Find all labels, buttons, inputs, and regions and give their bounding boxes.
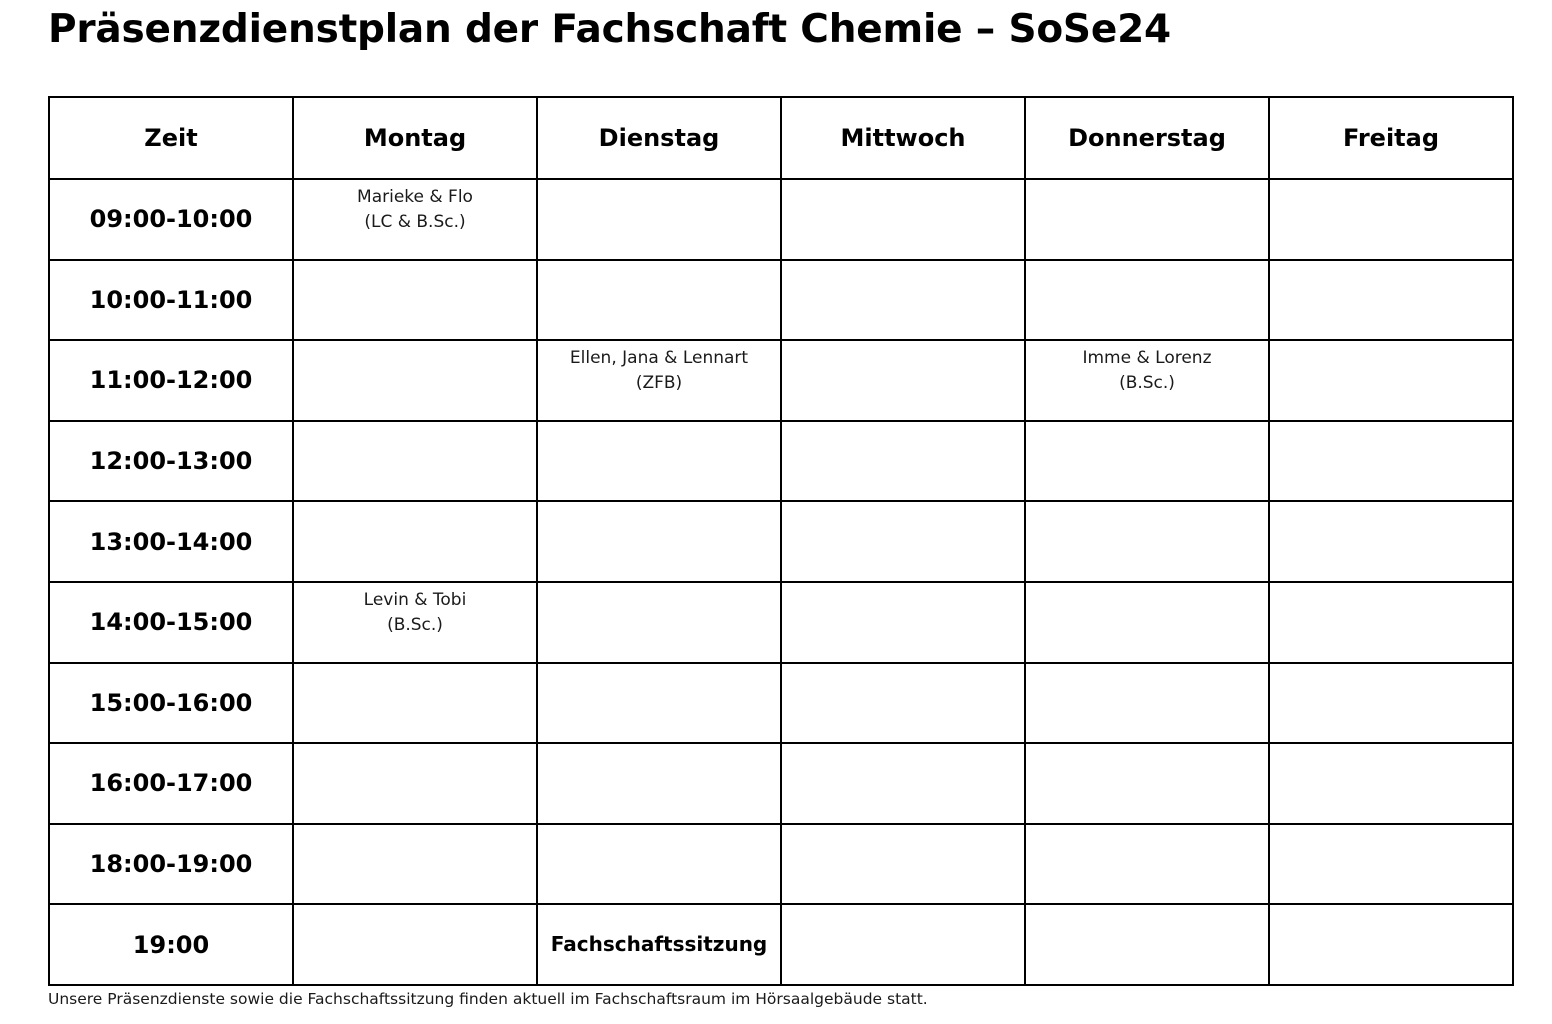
slot-cell-donnerstag — [1025, 743, 1269, 824]
table-row — [49, 179, 1513, 260]
slot-cell-freitag — [1269, 421, 1513, 502]
slot-cell-mittwoch — [781, 663, 1025, 744]
slot-cell-donnerstag — [1025, 582, 1269, 663]
header-dienstag: Dienstag — [537, 97, 781, 179]
slot-cell-mittwoch — [781, 501, 1025, 582]
slot-cell-montag — [293, 743, 537, 824]
slot-cell-freitag — [1269, 663, 1513, 744]
time-cell: 11:00-12:00 — [49, 340, 293, 421]
slot-cell-dienstag — [537, 824, 781, 905]
meeting-entry: Fachschaftssitzung — [550, 932, 768, 957]
table-row — [49, 824, 1513, 905]
slot-cell-mittwoch — [781, 743, 1025, 824]
table-row — [49, 904, 1513, 985]
slot-cell-montag — [293, 501, 537, 582]
slot-cell-freitag — [1269, 179, 1513, 260]
schedule-body — [49, 179, 1513, 985]
slot-cell-mittwoch — [781, 179, 1025, 260]
footnote: Unsere Präsenzdienste sowie die Fachschaftssitzung finden aktuell im Fachschaftsraum im Hörsaalgebäude statt. — [48, 990, 928, 1008]
slot-cell-freitag — [1269, 582, 1513, 663]
slot-cell-freitag — [1269, 904, 1513, 985]
time-cell: 14:00-15:00 — [49, 582, 293, 663]
slot-cell-donnerstag — [1025, 179, 1269, 260]
slot-cell-freitag — [1269, 824, 1513, 905]
slot-cell-montag — [293, 340, 537, 421]
time-cell: 16:00-17:00 — [49, 743, 293, 824]
slot-cell-donnerstag — [1025, 340, 1269, 421]
table-row — [49, 582, 1513, 663]
duty-entry: Levin & Tobi (B.Sc.) — [363, 590, 467, 636]
time-cell: 13:00-14:00 — [49, 501, 293, 582]
slot-cell-donnerstag — [1025, 904, 1269, 985]
slot-cell-dienstag — [537, 340, 781, 421]
slot-cell-mittwoch — [781, 582, 1025, 663]
time-cell: 09:00-10:00 — [49, 179, 293, 260]
slot-cell-mittwoch — [781, 260, 1025, 341]
header-freitag: Freitag — [1269, 97, 1513, 179]
duty-entry: Ellen, Jana & Lennart (ZFB) — [569, 348, 749, 394]
slot-cell-montag — [293, 824, 537, 905]
header-montag: Montag — [293, 97, 537, 179]
time-cell: 19:00 — [49, 904, 293, 985]
slot-cell-dienstag — [537, 501, 781, 582]
slot-cell-donnerstag — [1025, 421, 1269, 502]
slot-cell-donnerstag — [1025, 501, 1269, 582]
slot-cell-mittwoch — [781, 340, 1025, 421]
time-cell: 12:00-13:00 — [49, 421, 293, 502]
slot-cell-montag — [293, 904, 537, 985]
slot-cell-freitag — [1269, 260, 1513, 341]
slot-cell-freitag — [1269, 340, 1513, 421]
slot-cell-dienstag — [537, 421, 781, 502]
slot-cell-mittwoch — [781, 421, 1025, 502]
header-zeit: Zeit — [49, 97, 293, 179]
slot-cell-donnerstag — [1025, 824, 1269, 905]
slot-cell-dienstag — [537, 260, 781, 341]
slot-cell-montag — [293, 421, 537, 502]
slot-cell-dienstag — [537, 179, 781, 260]
table-row — [49, 743, 1513, 824]
slot-cell-mittwoch — [781, 904, 1025, 985]
slot-cell-montag — [293, 179, 537, 260]
page-title: Präsenzdienstplan der Fachschaft Chemie – SoSe24 — [48, 7, 1171, 52]
duty-entry: Marieke & Flo (LC & B.Sc.) — [357, 187, 473, 233]
table-row — [49, 501, 1513, 582]
duty-entry: Imme & Lorenz (B.Sc.) — [1082, 348, 1212, 394]
time-cell: 18:00-19:00 — [49, 824, 293, 905]
slot-cell-freitag — [1269, 743, 1513, 824]
slot-cell-dienstag — [537, 743, 781, 824]
slot-cell-montag — [293, 582, 537, 663]
schedule-table — [48, 96, 1514, 986]
table-row — [49, 663, 1513, 744]
slot-cell-donnerstag — [1025, 260, 1269, 341]
time-cell: 10:00-11:00 — [49, 260, 293, 341]
slot-cell-montag — [293, 663, 537, 744]
slot-cell-freitag — [1269, 501, 1513, 582]
header-row — [49, 97, 1513, 179]
slot-cell-montag — [293, 260, 537, 341]
header-mittwoch: Mittwoch — [781, 97, 1025, 179]
slot-cell-donnerstag — [1025, 663, 1269, 744]
slot-cell-dienstag — [537, 663, 781, 744]
slot-cell-mittwoch — [781, 824, 1025, 905]
header-donnerstag: Donnerstag — [1025, 97, 1269, 179]
table-row — [49, 421, 1513, 502]
time-cell: 15:00-16:00 — [49, 663, 293, 744]
slot-cell-dienstag — [537, 582, 781, 663]
table-row — [49, 260, 1513, 341]
slot-cell-dienstag — [537, 904, 781, 985]
table-row — [49, 340, 1513, 421]
